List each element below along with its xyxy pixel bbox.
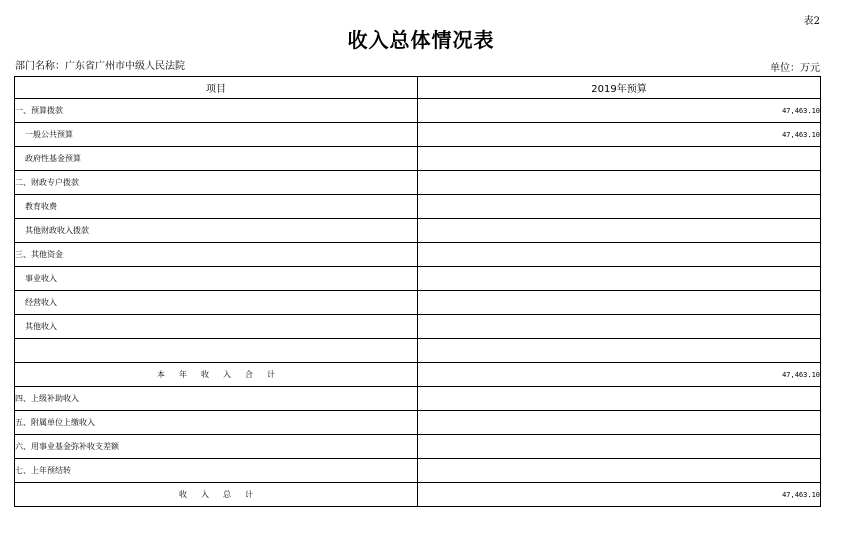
row-item: 二、财政专户拨款 <box>15 171 418 195</box>
row-item: 一、预算拨款 <box>15 99 418 123</box>
table-row <box>15 339 821 363</box>
income-table <box>14 76 821 507</box>
subtotal-row <box>15 363 821 387</box>
row-item: 五、附属单位上缴收入 <box>15 411 418 435</box>
row-item: 三、其他资金 <box>15 243 418 267</box>
table-row <box>15 171 821 195</box>
table-row <box>15 243 821 267</box>
table-row <box>15 435 821 459</box>
table-number: 表2 <box>803 16 820 27</box>
table-row <box>15 291 821 315</box>
table-row <box>15 387 821 411</box>
row-value <box>418 339 821 363</box>
row-item: 政府性基金预算 <box>15 147 418 171</box>
row-value <box>418 147 821 171</box>
row-value <box>418 195 821 219</box>
row-value: 47,463.10 <box>418 99 821 123</box>
row-item: 四、上级补助收入 <box>15 387 418 411</box>
page-title: 收入总体情况表 <box>347 28 495 52</box>
row-value <box>418 219 821 243</box>
table-row <box>15 267 821 291</box>
table-row <box>15 123 821 147</box>
row-item: 本年收入合计 <box>15 363 418 387</box>
row-value <box>418 387 821 411</box>
table-row <box>15 147 821 171</box>
table-row <box>15 219 821 243</box>
row-item: 教育收费 <box>15 195 418 219</box>
unit-label: 单位：万元 <box>770 63 820 74</box>
row-item: 其他财政收入拨款 <box>15 219 418 243</box>
row-value <box>418 459 821 483</box>
row-item: 事业收入 <box>15 267 418 291</box>
row-item: 收入总计 <box>15 483 418 507</box>
row-item: 七、上年预结转 <box>15 459 418 483</box>
table-row <box>15 411 821 435</box>
row-value <box>418 171 821 195</box>
row-value <box>418 435 821 459</box>
table-row <box>15 315 821 339</box>
table-row <box>15 195 821 219</box>
row-item: 六、用事业基金弥补收支差额 <box>15 435 418 459</box>
row-value: 47,463.10 <box>418 363 821 387</box>
column-header-item: 项目 <box>15 77 418 99</box>
department-name: 部门名称：广东省广州市中级人民法院 <box>15 61 185 72</box>
table-row <box>15 99 821 123</box>
row-value <box>418 411 821 435</box>
row-value: 47,463.10 <box>418 123 821 147</box>
row-item <box>15 339 418 363</box>
row-value <box>418 267 821 291</box>
table-header-row <box>15 77 821 99</box>
row-value: 47,463.10 <box>418 483 821 507</box>
table-row <box>15 459 821 483</box>
row-value <box>418 243 821 267</box>
row-item: 经营收入 <box>15 291 418 315</box>
row-item: 其他收入 <box>15 315 418 339</box>
row-value <box>418 315 821 339</box>
column-header-budget-2019: 2019年预算 <box>418 77 821 99</box>
row-value <box>418 291 821 315</box>
row-item: 一般公共预算 <box>15 123 418 147</box>
grand-total-row <box>15 483 821 507</box>
